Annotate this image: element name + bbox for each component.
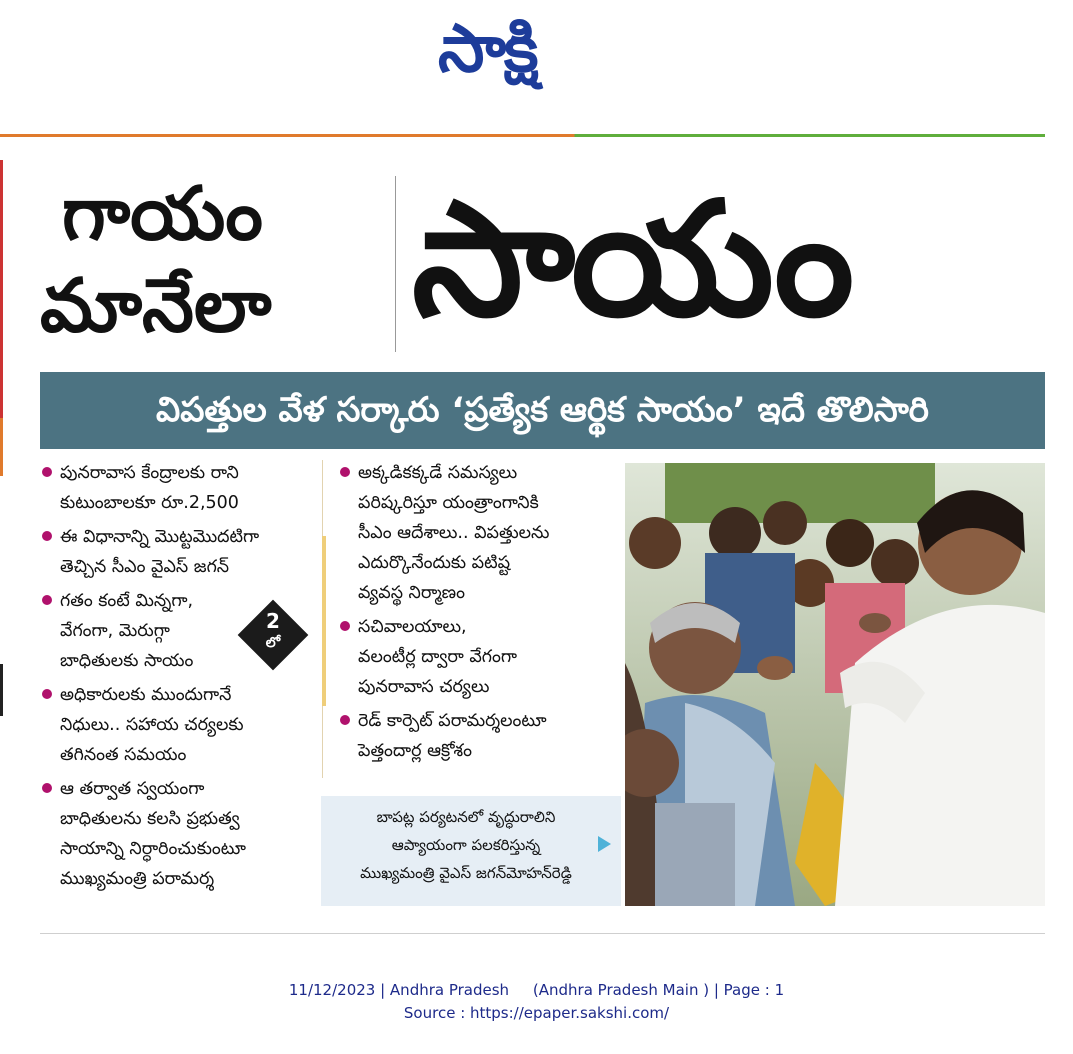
masthead-rule: [0, 134, 1045, 137]
bullet-line: పునరావాస చర్యలు: [358, 677, 490, 697]
footer-edition-info: 11/12/2023 | Andhra Pradesh (Andhra Pradesh Main ) | Page : 1: [288, 981, 785, 999]
bullet-item: [40, 774, 330, 894]
bullet-line: పునరావాస కేంద్రాలకు రాని: [60, 463, 239, 483]
bullet-line: తగినంత సమయం: [60, 745, 187, 765]
page-edge-mark: [0, 160, 3, 418]
masthead: [0, 0, 1073, 110]
bullet-dot-icon: [340, 467, 350, 477]
caption-arrow-icon: [598, 836, 611, 852]
bullet-line: బాధితులకు సాయం: [60, 651, 194, 671]
bullet-line: బాధితులను కలసి ప్రభుత్వ: [60, 809, 240, 829]
bullet-item: [338, 612, 620, 702]
page-edge-mark: [0, 664, 3, 716]
bullet-line: కుటుంబాలకూ రూ.2,500: [60, 493, 239, 513]
column-divider-accent: [322, 536, 326, 706]
bullet-line: అక్కడికక్కడే సమస్యలు: [358, 463, 518, 483]
bullet-item: [40, 522, 330, 582]
bullet-dot-icon: [340, 621, 350, 631]
bullet-item: [40, 458, 330, 518]
bullet-line: పరిష్కరిస్తూ యంత్రాంగానికి: [358, 493, 539, 513]
bullet-item: [40, 680, 330, 770]
bullet-column-middle: [338, 458, 620, 770]
footer-source-link[interactable]: Source : https://epaper.sakshi.com/: [403, 1004, 670, 1022]
jump-page-number: 2: [266, 609, 280, 633]
newspaper-logo: సాక్షి: [438, 10, 537, 87]
bullet-line: వేగంగా, మెరుగ్గా: [60, 621, 170, 641]
bullet-line: పెత్తందార్ల ఆక్రోశం: [358, 741, 472, 761]
headline-left: [40, 168, 390, 352]
bullet-line: వలంటీర్ల ద్వారా వేగంగా: [358, 647, 517, 667]
photo-caption: [321, 796, 621, 906]
headline-left-line2: మానేలా: [40, 263, 272, 349]
bullet-line: గతం కంటే మిన్నగా,: [60, 591, 194, 611]
page-edge-mark: [0, 418, 3, 476]
page-jump-badge[interactable]: [238, 600, 308, 670]
bullet-item: [338, 706, 620, 766]
bullet-line: రెడ్‌ కార్పెట్‌ పరామర్శలంటూ: [358, 711, 547, 731]
headline-main: సాయం: [412, 168, 851, 352]
bullet-line: అధికారులకు ముందుగానే: [60, 685, 232, 705]
bullet-line: వ్యవస్థ నిర్మాణం: [358, 583, 466, 603]
bullet-line: ఆ తర్వాత స్వయంగా: [60, 779, 205, 799]
bullet-dot-icon: [340, 715, 350, 725]
bullet-line: సచివాలయాలు,: [358, 617, 467, 637]
footer-rule: [40, 933, 1045, 934]
bullet-item: [338, 458, 620, 608]
bullet-dot-icon: [42, 531, 52, 541]
bullet-line: ఎదుర్కొనేందుకు పటిష్ట: [358, 553, 511, 573]
bullet-dot-icon: [42, 783, 52, 793]
caption-line: బాపట్ల పర్యటనలో వృద్ధురాలిని: [376, 808, 556, 826]
bullet-dot-icon: [42, 595, 52, 605]
jump-suffix: లో: [265, 635, 281, 651]
subheadline: విపత్తుల వేళ సర్కారు ‘ప్రత్యేక ఆర్థిక సాయం’ ఇదే తొలిసారి: [40, 372, 1045, 449]
bullet-line: సాయాన్ని నిర్ధారించుకుంటూ: [60, 839, 246, 859]
bullet-line: నిధులు.. సహాయ చర్యలకు: [60, 715, 244, 735]
bullet-line: ముఖ్యమంత్రి పరామర్శ: [60, 869, 215, 889]
bullet-column-left: [40, 458, 330, 898]
caption-line: ముఖ్యమంత్రి వైఎస్‌ జగన్‌మోహన్‌రెడ్డి: [360, 864, 572, 882]
bullet-line: తెచ్చిన సీఎం వైఎస్‌ జగన్‌: [60, 557, 230, 577]
photo-illustration: [625, 463, 1045, 906]
caption-line: ఆప్యాయంగా పలకరిస్తున్న: [391, 836, 541, 854]
headline-left-line1: గాయం: [62, 171, 263, 257]
bullet-dot-icon: [42, 467, 52, 477]
news-photo[interactable]: [625, 463, 1045, 906]
headline-divider: [395, 176, 396, 352]
bullet-line: సీఎం ఆదేశాలు.. విపత్తులను: [358, 523, 550, 543]
bullet-line: ఈ విధానాన్ని మొట్టమొదటిగా: [60, 527, 260, 547]
bullet-dot-icon: [42, 689, 52, 699]
